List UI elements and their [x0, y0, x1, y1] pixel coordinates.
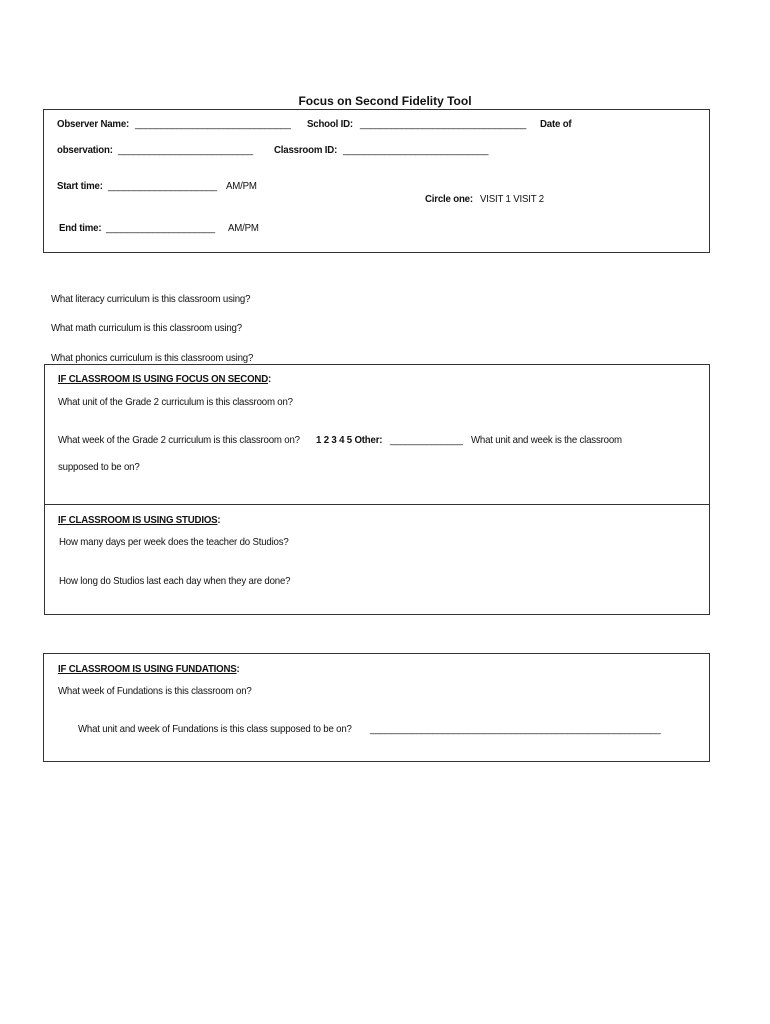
literacy-question: What literacy curriculum is this classroom using? [51, 293, 251, 305]
observation-label: observation: [57, 144, 113, 156]
math-question: What math curriculum is this classroom using? [51, 322, 242, 334]
focus-supposed-question-cont: supposed to be on? [58, 461, 140, 473]
end-time-field[interactable]: _____________________ [106, 222, 215, 234]
other-week-field[interactable]: ______________ [390, 434, 463, 446]
visit-options[interactable]: VISIT 1 VISIT 2 [480, 193, 544, 205]
start-time-field[interactable]: _____________________ [108, 180, 217, 192]
studios-heading-text: IF CLASSROOM IS USING STUDIOS [58, 514, 218, 526]
focus-heading-colon: : [268, 373, 272, 385]
date-of-label: Date of [540, 118, 572, 130]
focus-supposed-question: What unit and week is the classroom [471, 434, 622, 446]
fundations-heading [58, 663, 240, 675]
studios-days-question: How many days per week does the teacher do Studios? [59, 536, 289, 548]
studios-heading-colon: : [217, 514, 221, 526]
end-time-unit: AM/PM [228, 222, 259, 234]
focus-heading-text: IF CLASSROOM IS USING FOCUS ON SECOND [58, 373, 269, 385]
observer-name-label: Observer Name: [57, 118, 130, 130]
form-title: Focus on Second Fidelity Tool [298, 94, 472, 108]
start-time-label: Start time: [57, 180, 103, 192]
fundations-heading-colon: : [236, 663, 240, 675]
focus-unit-question: What unit of the Grade 2 curriculum is this classroom on? [58, 396, 293, 408]
section-divider [44, 504, 710, 505]
classroom-id-label: Classroom ID: [274, 144, 338, 156]
focus-week-question: What week of the Grade 2 curriculum is this classroom on? [58, 434, 300, 446]
observer-name-field[interactable]: ______________________________ [135, 118, 291, 130]
studios-length-question: How long do Studios last each day when they are done? [59, 575, 291, 587]
fundations-supposed-field[interactable]: ________________________________________________________ [370, 723, 661, 735]
fundations-heading-text: IF CLASSROOM IS USING FUNDATIONS [58, 663, 237, 675]
phonics-question: What phonics curriculum is this classroom using? [51, 352, 254, 364]
start-time-unit: AM/PM [226, 180, 257, 192]
end-time-label: End time: [59, 222, 102, 234]
studios-heading [58, 514, 220, 526]
fundations-week-question: What week of Fundations is this classroom on? [58, 685, 252, 697]
observation-date-field[interactable]: __________________________ [118, 144, 253, 156]
circle-one-label: Circle one: [425, 193, 473, 205]
week-options[interactable]: 1 2 3 4 5 Other: [316, 434, 383, 446]
classroom-id-field[interactable]: ____________________________ [343, 144, 489, 156]
school-id-label: School ID: [307, 118, 353, 130]
focus-heading [58, 373, 271, 385]
school-id-field[interactable]: ________________________________ [360, 118, 527, 130]
fundations-supposed-question: What unit and week of Fundations is this class supposed to be on? [78, 723, 352, 735]
